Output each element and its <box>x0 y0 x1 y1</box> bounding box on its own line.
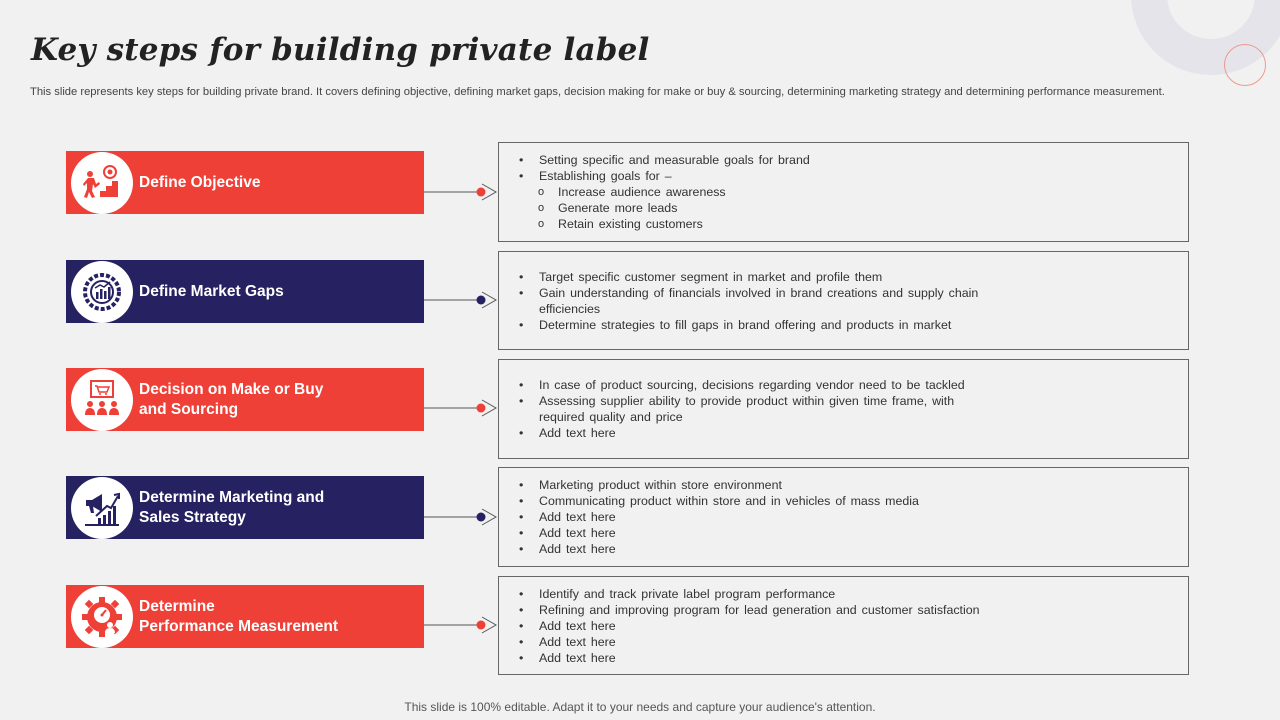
detail-box-make-or-buy <box>498 359 1189 459</box>
connector-arrow <box>424 615 498 635</box>
goal-stairs-icon <box>71 152 133 214</box>
connector-arrow <box>424 507 498 527</box>
list-item: • Marketing product within store environment <box>519 477 919 493</box>
bullet-list <box>519 477 919 557</box>
list-item: • Add text here <box>519 650 980 666</box>
decorative-circle <box>1224 44 1266 86</box>
megaphone-growth-icon <box>71 477 133 539</box>
bullet-list <box>519 269 1019 333</box>
list-item: • Add text here <box>519 618 980 634</box>
detail-box-market-gaps <box>498 251 1189 350</box>
sub-list-item: o Increase audience awareness <box>519 184 810 200</box>
step-label: Determine Marketing and Sales Strategy <box>139 489 325 526</box>
connector-arrow <box>424 398 498 418</box>
list-item: • Communicating product within store and in vehicles of mass media <box>519 493 919 509</box>
sub-list-item: o Generate more leads <box>519 200 810 216</box>
list-item: • Target specific customer segment in market and profile them <box>519 269 1019 285</box>
connector-arrow <box>424 290 498 310</box>
step-marketing-strategy <box>66 476 424 539</box>
bullet-list <box>519 586 980 666</box>
detail-box-objective <box>498 142 1189 242</box>
bullet-list <box>519 152 810 232</box>
gear-performance-icon <box>71 586 133 648</box>
step-label: Decision on Make or Buy and Sourcing <box>139 381 324 418</box>
step-make-or-buy <box>66 368 424 431</box>
step-define-objective <box>66 151 424 214</box>
list-item: • Establishing goals for – <box>519 168 810 184</box>
list-item: • Assessing supplier ability to provide product within given time frame, with required quality and price <box>519 393 999 425</box>
connector-arrow <box>424 182 498 202</box>
team-presentation-cart-icon <box>71 369 133 431</box>
list-item: • In case of product sourcing, decisions regarding vendor need to be tackled <box>519 377 999 393</box>
list-item: • Setting specific and measurable goals for brand <box>519 152 810 168</box>
page-subtitle: This slide represents key steps for building private brand. It covers defining objective, defining market gaps, decision making for make or buy & sourcing, determining marketing strategy and determining performance measurement. <box>30 86 1165 98</box>
step-define-market-gaps <box>66 260 424 323</box>
page-title: Key steps for building private label <box>31 32 650 68</box>
list-item: • Add text here <box>519 425 999 441</box>
detail-box-marketing <box>498 467 1189 567</box>
list-item: • Gain understanding of financials involved in brand creations and supply chain efficiencies <box>519 285 1019 317</box>
list-item: • Add text here <box>519 509 919 525</box>
list-item: • Determine strategies to fill gaps in brand offering and products in market <box>519 317 1019 333</box>
step-performance-measurement <box>66 585 424 648</box>
step-label: Determine Performance Measurement <box>139 598 338 635</box>
list-item: • Identify and track private label program performance <box>519 586 980 602</box>
step-label: Define Market Gaps <box>139 283 284 300</box>
sub-list-item: o Retain existing customers <box>519 216 810 232</box>
list-item: • Add text here <box>519 525 919 541</box>
step-label: Define Objective <box>139 174 261 191</box>
list-item: • Add text here <box>519 541 919 557</box>
list-item: • Add text here <box>519 634 980 650</box>
market-chart-gauge-icon <box>71 261 133 323</box>
footer-note: This slide is 100% editable. Adapt it to your needs and capture your audience's attention. <box>404 700 876 714</box>
list-item: • Refining and improving program for lead generation and customer satisfaction <box>519 602 980 618</box>
bullet-list <box>519 377 999 441</box>
detail-box-performance <box>498 576 1189 675</box>
